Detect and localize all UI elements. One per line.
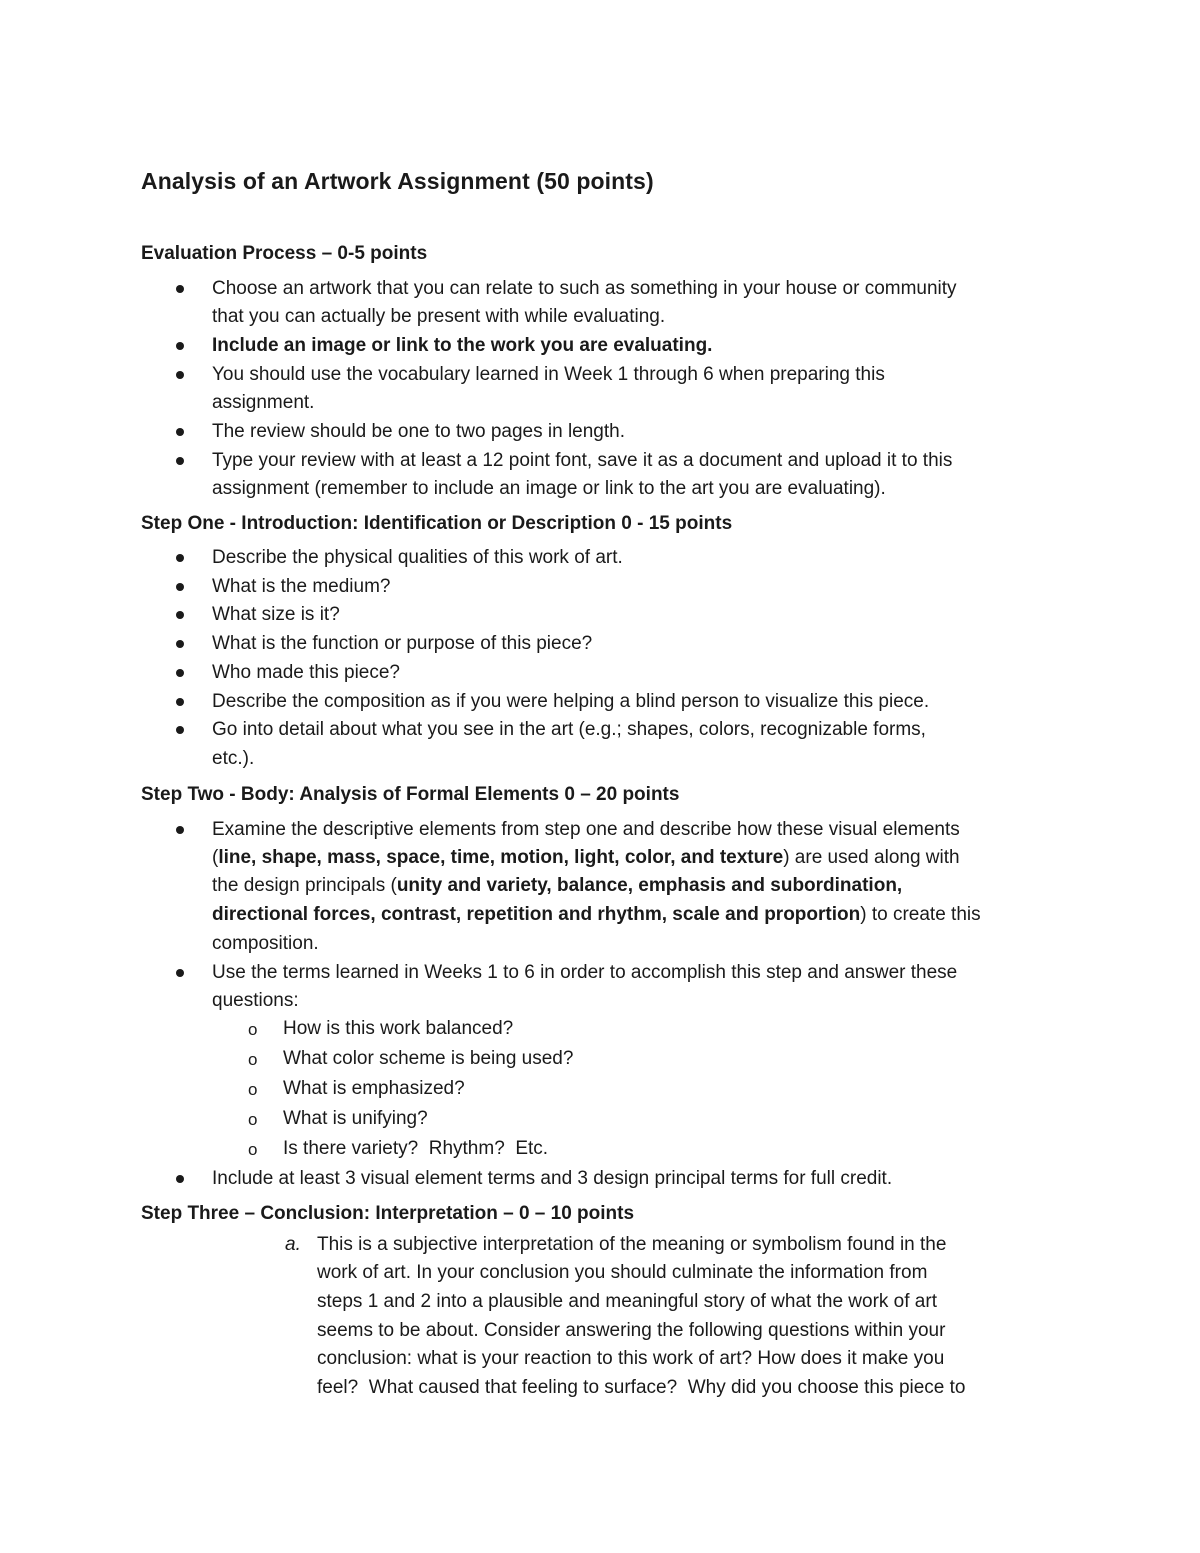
step-three-line-5: conclusion: what is your reaction to this work of art? How does it make you: [317, 1348, 945, 1369]
circle-bullet-icon: o: [248, 1020, 258, 1039]
step-three-line-3: steps 1 and 2 into a plausible and meaningful story of what the work of art: [317, 1291, 937, 1312]
step-one-item-4: What is the function or purpose of this piece?: [212, 633, 593, 654]
bullet-icon: [176, 826, 184, 834]
step-one-heading: Step One - Introduction: Identification or Description 0 - 15 points: [141, 513, 733, 534]
step-two-item-1-line-4: [212, 903, 981, 927]
step-one-item-6: Describe the composition as if you were helping a blind person to visualize this piece.: [212, 691, 930, 712]
step-two-item-1-line-3: [212, 874, 902, 898]
step-one-item-2: What is the medium?: [212, 576, 391, 597]
step-one-item-7-line-2: etc.).: [212, 748, 255, 769]
step-one-item-7-line-1: Go into detail about what you see in the art (e.g.; shapes, colors, recognizable forms,: [212, 719, 926, 740]
text-span: (: [212, 847, 219, 868]
step-two-item-3: Include at least 3 visual element terms and 3 design principal terms for full credit.: [212, 1168, 893, 1189]
question-5: Is there variety? Rhythm? Etc.: [283, 1138, 549, 1159]
step-two-item-1-line-1: Examine the descriptive elements from step one and describe how these visual elements: [212, 819, 960, 840]
text-span: ) to create this: [860, 904, 981, 925]
text-span: the design principals (: [212, 875, 397, 896]
step-three-line-1: This is a subjective interpretation of the meaning or symbolism found in the: [317, 1234, 947, 1255]
bullet-icon: [176, 342, 184, 350]
step-three-line-2: work of art. In your conclusion you should culminate the information from: [317, 1262, 928, 1283]
step-two-heading: Step Two - Body: Analysis of Formal Elements 0 – 20 points: [141, 784, 680, 805]
bullet-icon: [176, 554, 184, 562]
bullet-icon: [176, 583, 184, 591]
bullet-icon: [176, 611, 184, 619]
evaluation-item-3-line-2: assignment.: [212, 392, 315, 413]
circle-bullet-icon: o: [248, 1080, 258, 1099]
step-two-item-2-line-1: Use the terms learned in Weeks 1 to 6 in order to accomplish this step and answer these: [212, 962, 958, 983]
step-one-item-3: What size is it?: [212, 604, 340, 625]
visual-elements-terms: line, shape, mass, space, time, motion, light, color, and texture: [218, 847, 784, 868]
bullet-icon: [176, 969, 184, 977]
step-two-item-2-line-2: questions:: [212, 990, 299, 1011]
evaluation-item-4: The review should be one to two pages in length.: [212, 421, 625, 442]
evaluation-item-1-line-1: Choose an artwork that you can relate to such as something in your house or community: [212, 278, 957, 299]
step-one-item-5: Who made this piece?: [212, 662, 400, 683]
step-one-item-1: Describe the physical qualities of this work of art.: [212, 547, 623, 568]
bullet-icon: [176, 669, 184, 677]
design-principles-terms: directional forces, contrast, repetition and rhythm, scale and proportion: [212, 904, 861, 925]
evaluation-heading: Evaluation Process – 0-5 points: [141, 243, 428, 264]
question-3: What is emphasized?: [283, 1078, 465, 1099]
document-title: Analysis of an Artwork Assignment (50 points): [141, 168, 654, 194]
evaluation-item-1-line-2: that you can actually be present with while evaluating.: [212, 306, 666, 327]
evaluation-item-3-line-1: You should use the vocabulary learned in Week 1 through 6 when preparing this: [212, 364, 885, 385]
bullet-icon: [176, 640, 184, 648]
circle-bullet-icon: o: [248, 1050, 258, 1069]
step-two-item-1-line-5: composition.: [212, 933, 319, 954]
text-span: ) are used along with: [783, 847, 960, 868]
evaluation-item-5-line-1: Type your review with at least a 12 point font, save it as a document and upload it to this: [212, 450, 953, 471]
bullet-icon: [176, 428, 184, 436]
bullet-icon: [176, 726, 184, 734]
evaluation-item-2: Include an image or link to the work you are evaluating.: [212, 335, 713, 356]
list-marker-a: a.: [285, 1234, 301, 1255]
step-three-line-4: seems to be about. Consider answering the following questions within your: [317, 1320, 946, 1341]
bullet-icon: [176, 285, 184, 293]
bullet-icon: [176, 457, 184, 465]
question-2: What color scheme is being used?: [283, 1048, 574, 1069]
bullet-icon: [176, 1175, 184, 1183]
question-4: What is unifying?: [283, 1108, 428, 1129]
circle-bullet-icon: o: [248, 1110, 258, 1129]
step-three-line-6: feel? What caused that feeling to surface? Why did you choose this piece to: [317, 1377, 966, 1398]
evaluation-item-5-line-2: assignment (remember to include an image or link to the art you are evaluating).: [212, 478, 886, 499]
circle-bullet-icon: o: [248, 1140, 258, 1159]
bullet-icon: [176, 698, 184, 706]
step-two-item-1-line-2: [212, 846, 960, 870]
design-principles-terms: unity and variety, balance, emphasis and subordination,: [396, 875, 903, 896]
step-three-heading: Step Three – Conclusion: Interpretation – 0 – 10 points: [141, 1203, 635, 1224]
question-1: How is this work balanced?: [283, 1018, 514, 1039]
bullet-icon: [176, 371, 184, 379]
